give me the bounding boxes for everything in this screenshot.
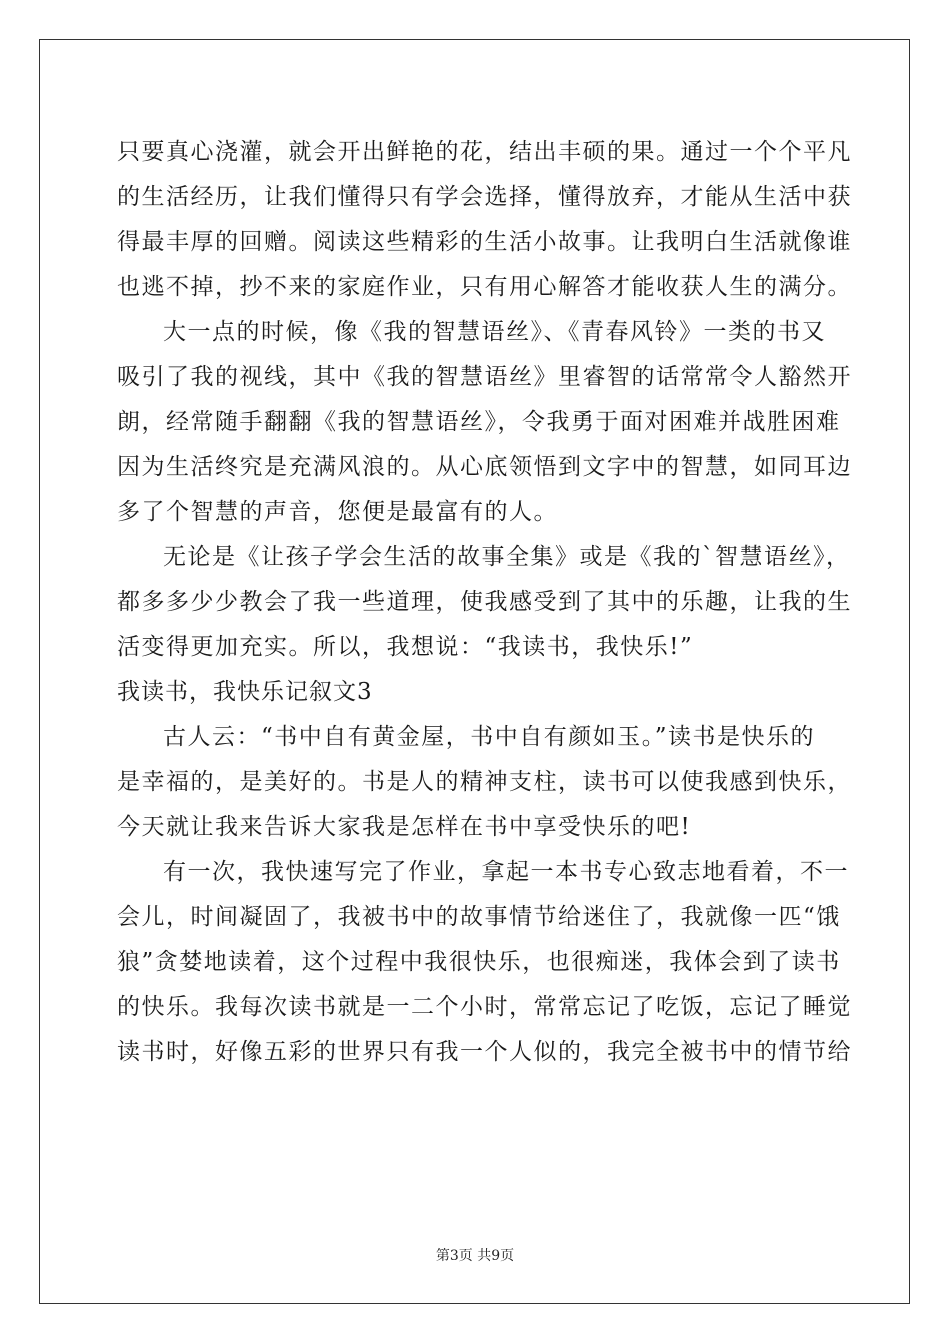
paragraph-start-line: 大一点的时候，像《我的智慧语丝》、《青春风铃》一类的书又 [163,319,826,345]
text-line: 今天就让我来告诉大家我是怎样在书中享受快乐的吧! [117,814,692,840]
text-line: 都多多少少教会了我一些道理，使我感受到了其中的乐趣，让我的生 [117,589,852,615]
text-line: 朗，经常随手翻翻《我的智慧语丝》，令我勇于面对困难并战胜困难 [117,409,841,435]
page-number: 第3页 共9页 [435,1248,515,1264]
text-line: 活变得更加充实。所以，我想说：“我读书，我快乐!” [117,634,694,660]
text-line: 得最丰厚的回赠。阅读这些精彩的生活小故事。让我明白生活就像谁 [117,229,852,255]
text-line: 也逃不掉，抄不来的家庭作业，只有用心解答才能收获人生的满分。 [117,274,852,300]
text-line: 因为生活终究是充满风浪的。从心底领悟到文字中的智慧，如同耳边 [117,454,852,480]
section-heading: 我读书，我快乐记叙文3 [117,679,373,705]
text-line: 的生活经历，让我们懂得只有学会选择，懂得放弃，才能从生活中获 [117,184,852,210]
text-line: 会儿，时间凝固了，我被书中的故事情节给迷住了，我就像一匹“饿 [117,904,841,930]
paragraph-start-line: 有一次，我快速写完了作业，拿起一本书专心致志地看着，不一 [163,859,849,885]
text-line: 多了个智慧的声音，您便是最富有的人。 [117,499,558,525]
text-line: 吸引了我的视线，其中《我的智慧语丝》里睿智的话常常令人豁然开 [117,364,852,390]
text-line: 是幸福的，是美好的。书是人的精神支柱，读书可以使我感到快乐， [117,769,852,795]
document-body [117,130,852,1075]
text-line: 只要真心浇灌，就会开出鲜艳的花，结出丰硕的果。通过一个个平凡 [117,139,852,165]
text-line: 狼”贪婪地读着，这个过程中我很快乐，也很痴迷，我体会到了读书 [117,949,841,975]
text-line: 的快乐。我每次读书就是一二个小时，常常忘记了吃饭，忘记了睡觉 [117,994,852,1020]
text-line: 读书时，好像五彩的世界只有我一个人似的，我完全被书中的情节给 [117,1039,852,1065]
paragraph-start-line: 古人云：“书中自有黄金屋，书中自有颜如玉。”读书是快乐的 [163,724,816,750]
paragraph-start-line: 无论是《让孩子学会生活的故事全集》或是《我的`智慧语丝》， [163,544,851,570]
